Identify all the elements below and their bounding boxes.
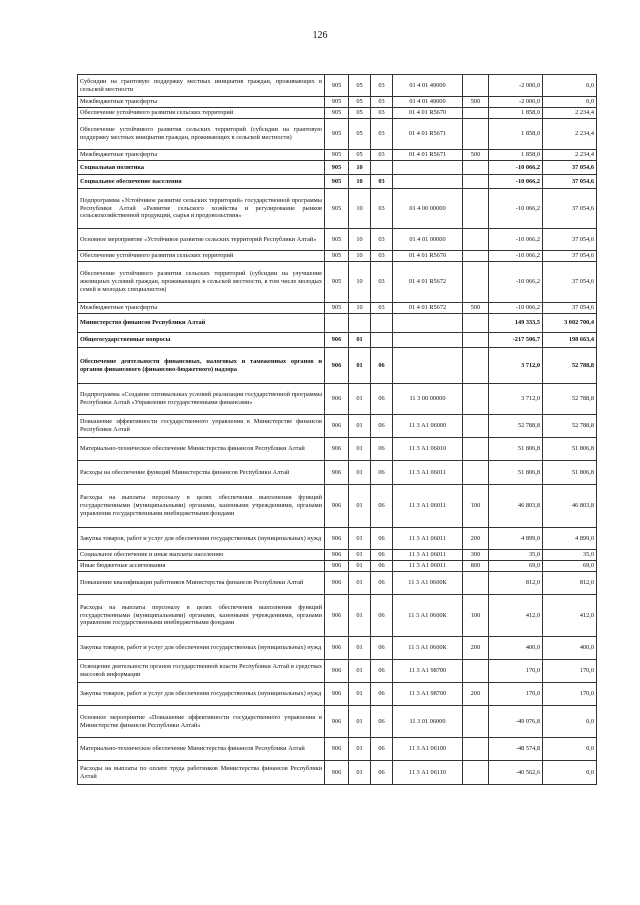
cell-target-item: 11 3 А1 98700 [393, 660, 463, 683]
cell-target-item: 11 3 А1 0600К [393, 595, 463, 637]
cell-target-item: 11 3 А1 06011 [393, 550, 463, 561]
cell-ministry-code [325, 314, 349, 333]
cell-amount-1: -48 574,8 [489, 738, 543, 761]
cell-name: Основное мероприятие «Устойчивое развитие сельских территорий Республики Алтай» [78, 229, 325, 251]
cell-expense-type: 100 [463, 485, 489, 528]
cell-name: Расходы на выплаты персоналу в целях обеспечения выполнения функций государственными (муниципальными) органами, казенными учреждениями, органами управления государственными внебюджетными фондами [78, 485, 325, 528]
cell-amount-2: 51 806,8 [543, 438, 597, 461]
cell-subsection: 06 [371, 415, 393, 438]
cell-section: 05 [349, 75, 371, 97]
table-row [78, 189, 597, 229]
cell-name: Повышение квалификации работников Министерства финансов Республики Алтай [78, 572, 325, 595]
cell-section: 01 [349, 595, 371, 637]
cell-target-item: 11 3 01 06000 [393, 706, 463, 738]
cell-target-item: 11 3 А1 06010 [393, 438, 463, 461]
cell-amount-2: 3 002 700,4 [543, 314, 597, 333]
cell-amount-1: -10 066,2 [489, 161, 543, 175]
cell-ministry-code: 905 [325, 262, 349, 303]
cell-ministry-code: 906 [325, 461, 349, 485]
cell-subsection: 06 [371, 550, 393, 561]
cell-amount-1: 69,0 [489, 561, 543, 572]
cell-amount-2: 170,0 [543, 683, 597, 706]
cell-expense-type [463, 108, 489, 119]
table-row [78, 108, 597, 119]
cell-section: 10 [349, 189, 371, 229]
cell-amount-2: 52 788,8 [543, 384, 597, 415]
cell-amount-1: 51 806,8 [489, 461, 543, 485]
cell-amount-1: 149 333,5 [489, 314, 543, 333]
table-row [78, 761, 597, 785]
cell-name: Расходы на выплаты по оплате труда работников Министерства финансов Республики Алтай [78, 761, 325, 785]
cell-amount-1: -10 066,2 [489, 175, 543, 189]
cell-ministry-code: 906 [325, 595, 349, 637]
cell-ministry-code: 906 [325, 561, 349, 572]
cell-name: Расходы на обеспечение функций Министерства финансов Республики Алтай [78, 461, 325, 485]
cell-expense-type [463, 251, 489, 262]
cell-amount-2: 46 803,8 [543, 485, 597, 528]
cell-target-item [393, 161, 463, 175]
cell-section: 10 [349, 229, 371, 251]
cell-ministry-code: 906 [325, 637, 349, 660]
budget-table [77, 74, 597, 785]
cell-target-item: 01 4 01 49000 [393, 75, 463, 97]
cell-name: Обеспечение устойчивого развития сельских территорий (субсидии на грантовую поддержку местных инициатив граждан, проживающих в сельской местности) [78, 119, 325, 150]
cell-section: 01 [349, 528, 371, 550]
cell-target-item: 01 4 01 49000 [393, 97, 463, 108]
cell-expense-type: 200 [463, 637, 489, 660]
cell-amount-2: 412,0 [543, 595, 597, 637]
page-number: 126 [312, 30, 328, 41]
cell-subsection: 06 [371, 438, 393, 461]
cell-subsection: 03 [371, 303, 393, 314]
cell-target-item [393, 348, 463, 384]
cell-subsection: 06 [371, 637, 393, 660]
cell-amount-2: 0,0 [543, 706, 597, 738]
cell-subsection [371, 314, 393, 333]
table-row [78, 550, 597, 561]
cell-subsection: 06 [371, 683, 393, 706]
cell-amount-1: 170,0 [489, 683, 543, 706]
cell-target-item: 11 3 А1 06011 [393, 461, 463, 485]
table-row [78, 348, 597, 384]
cell-subsection: 06 [371, 572, 393, 595]
cell-name: Материально-техническое обеспечение Министерства финансов Республики Алтай [78, 438, 325, 461]
cell-amount-2: 0,0 [543, 75, 597, 97]
cell-expense-type: 200 [463, 683, 489, 706]
cell-amount-2: 52 788,8 [543, 348, 597, 384]
cell-target-item: 01 4 01 R5672 [393, 262, 463, 303]
cell-section: 01 [349, 572, 371, 595]
table-row [78, 485, 597, 528]
cell-subsection: 03 [371, 150, 393, 161]
cell-name: Закупка товаров, работ и услуг для обеспечения государственных (муниципальных) нужд [78, 637, 325, 660]
cell-amount-1: 1 858,0 [489, 108, 543, 119]
cell-amount-1: 3 712,0 [489, 348, 543, 384]
cell-amount-1: 412,0 [489, 595, 543, 637]
cell-name: Освещение деятельности органов государственной власти Республики Алтай в средствах массовой информации [78, 660, 325, 683]
table-row [78, 415, 597, 438]
cell-subsection: 06 [371, 485, 393, 528]
cell-target-item: 01 4 01 00000 [393, 229, 463, 251]
cell-section: 05 [349, 119, 371, 150]
cell-amount-1: 52 788,8 [489, 415, 543, 438]
cell-section [349, 314, 371, 333]
cell-section: 05 [349, 97, 371, 108]
cell-ministry-code: 906 [325, 550, 349, 561]
cell-section: 01 [349, 550, 371, 561]
cell-target-item: 01 4 00 00000 [393, 189, 463, 229]
cell-amount-1: 400,0 [489, 637, 543, 660]
cell-expense-type [463, 415, 489, 438]
cell-amount-1: 4 899,0 [489, 528, 543, 550]
cell-ministry-code: 906 [325, 660, 349, 683]
cell-expense-type: 500 [463, 150, 489, 161]
cell-expense-type: 500 [463, 97, 489, 108]
cell-target-item: 11 3 А1 06011 [393, 485, 463, 528]
cell-section: 01 [349, 384, 371, 415]
cell-subsection: 06 [371, 660, 393, 683]
cell-subsection: 06 [371, 461, 393, 485]
cell-expense-type [463, 314, 489, 333]
cell-amount-1: -2 000,0 [489, 97, 543, 108]
cell-expense-type [463, 75, 489, 97]
table-row [78, 528, 597, 550]
cell-section: 05 [349, 150, 371, 161]
table-row [78, 738, 597, 761]
cell-subsection [371, 333, 393, 348]
table-row [78, 438, 597, 461]
cell-amount-2: 37 054,6 [543, 303, 597, 314]
cell-subsection [371, 161, 393, 175]
cell-target-item: 11 3 А1 98700 [393, 683, 463, 706]
cell-amount-1: -2 000,0 [489, 75, 543, 97]
cell-ministry-code: 905 [325, 303, 349, 314]
cell-amount-2: 2 234,4 [543, 150, 597, 161]
cell-name: Иные бюджетные ассигнования [78, 561, 325, 572]
cell-expense-type [463, 738, 489, 761]
cell-expense-type [463, 384, 489, 415]
cell-ministry-code: 906 [325, 415, 349, 438]
cell-section: 10 [349, 262, 371, 303]
cell-section: 01 [349, 738, 371, 761]
cell-amount-2: 0,0 [543, 97, 597, 108]
cell-ministry-code: 905 [325, 161, 349, 175]
cell-section: 01 [349, 561, 371, 572]
cell-expense-type: 300 [463, 550, 489, 561]
cell-amount-2: 37 054,6 [543, 229, 597, 251]
cell-amount-2: 35,0 [543, 550, 597, 561]
cell-section: 01 [349, 683, 371, 706]
cell-expense-type: 200 [463, 528, 489, 550]
cell-amount-2: 812,0 [543, 572, 597, 595]
cell-subsection: 03 [371, 97, 393, 108]
cell-name: Социальное обеспечение и иные выплаты населению [78, 550, 325, 561]
cell-amount-1: 35,0 [489, 550, 543, 561]
cell-amount-1: -10 066,2 [489, 251, 543, 262]
table-row [78, 314, 597, 333]
cell-subsection: 03 [371, 229, 393, 251]
table-row [78, 161, 597, 175]
cell-target-item: 01 4 01 R5671 [393, 119, 463, 150]
cell-expense-type [463, 175, 489, 189]
cell-name: Общегосударственные вопросы [78, 333, 325, 348]
cell-expense-type [463, 461, 489, 485]
cell-name: Межбюджетные трансферты [78, 303, 325, 314]
cell-expense-type [463, 660, 489, 683]
cell-section: 10 [349, 161, 371, 175]
cell-amount-2: 52 788,8 [543, 415, 597, 438]
cell-amount-2: 69,0 [543, 561, 597, 572]
cell-amount-2: 0,0 [543, 738, 597, 761]
cell-amount-1: -10 066,2 [489, 262, 543, 303]
cell-subsection: 03 [371, 119, 393, 150]
cell-name: Субсидии на грантовую поддержку местных инициатив граждан, проживающих в сельской местности [78, 75, 325, 97]
cell-amount-2: 2 234,4 [543, 119, 597, 150]
cell-ministry-code: 905 [325, 97, 349, 108]
cell-amount-1: 1 858,0 [489, 119, 543, 150]
cell-expense-type [463, 333, 489, 348]
cell-section: 01 [349, 706, 371, 738]
cell-ministry-code: 905 [325, 119, 349, 150]
cell-target-item [393, 175, 463, 189]
cell-section: 01 [349, 348, 371, 384]
cell-target-item: 11 3 А1 06011 [393, 528, 463, 550]
cell-ministry-code: 905 [325, 150, 349, 161]
table-row [78, 706, 597, 738]
cell-ministry-code: 906 [325, 738, 349, 761]
cell-name: Закупка товаров, работ и услуг для обеспечения государственных (муниципальных) нужд [78, 683, 325, 706]
cell-subsection: 03 [371, 189, 393, 229]
cell-amount-1: -40 562,6 [489, 761, 543, 785]
cell-ministry-code: 906 [325, 485, 349, 528]
cell-name: Повышение эффективности государственного управления в Министерстве финансов Республики Алтай [78, 415, 325, 438]
table-row [78, 561, 597, 572]
cell-expense-type: 500 [463, 303, 489, 314]
cell-expense-type: 100 [463, 595, 489, 637]
table-row [78, 595, 597, 637]
cell-subsection: 03 [371, 108, 393, 119]
cell-name: Подпрограмма «Устойчивое развитие сельских территорий» государственной программы Республики Алтай «Развитие сельского хозяйства и регулирование рынков сельскохозяйственной продукции, сырья и продовольствия» [78, 189, 325, 229]
cell-ministry-code: 905 [325, 108, 349, 119]
table-row [78, 683, 597, 706]
cell-name: Обеспечение устойчивого развития сельских территорий [78, 108, 325, 119]
cell-section: 10 [349, 175, 371, 189]
cell-section: 01 [349, 485, 371, 528]
table-row [78, 229, 597, 251]
cell-ministry-code: 906 [325, 384, 349, 415]
table-row [78, 262, 597, 303]
cell-name: Министерство финансов Республики Алтай [78, 314, 325, 333]
cell-subsection: 03 [371, 251, 393, 262]
table-row [78, 75, 597, 97]
cell-amount-2: 0,0 [543, 761, 597, 785]
cell-subsection: 06 [371, 706, 393, 738]
cell-name: Подпрограмма «Создание оптимальных условий реализации государственной программы Республики Алтай «Управление государственными финансами» [78, 384, 325, 415]
table-row [78, 384, 597, 415]
cell-amount-1: -10 066,2 [489, 303, 543, 314]
cell-target-item [393, 314, 463, 333]
cell-expense-type [463, 572, 489, 595]
cell-ministry-code: 905 [325, 229, 349, 251]
cell-target-item: 01 4 01 R5670 [393, 108, 463, 119]
table-row [78, 333, 597, 348]
table-body [78, 75, 597, 785]
cell-amount-2: 37 054,6 [543, 262, 597, 303]
cell-section: 01 [349, 660, 371, 683]
cell-name: Межбюджетные трансферты [78, 150, 325, 161]
cell-name: Материально-техническое обеспечение Министерства финансов Республики Алтай [78, 738, 325, 761]
cell-subsection: 03 [371, 175, 393, 189]
cell-section: 01 [349, 438, 371, 461]
cell-subsection: 03 [371, 75, 393, 97]
cell-section: 01 [349, 637, 371, 660]
cell-ministry-code: 905 [325, 189, 349, 229]
table-row [78, 119, 597, 150]
cell-ministry-code: 905 [325, 251, 349, 262]
cell-expense-type [463, 438, 489, 461]
cell-amount-2: 198 663,4 [543, 333, 597, 348]
cell-ministry-code: 906 [325, 333, 349, 348]
cell-name: Расходы на выплаты персоналу в целях обеспечения выполнения функций государственными (муниципальными) органами, казенными учреждениями, органами управления государственными внебюджетными фондами [78, 595, 325, 637]
cell-amount-1: 1 858,0 [489, 150, 543, 161]
cell-subsection: 06 [371, 561, 393, 572]
cell-name: Социальная политика [78, 161, 325, 175]
cell-amount-1: -217 506,7 [489, 333, 543, 348]
cell-amount-1: -10 066,2 [489, 229, 543, 251]
cell-target-item [393, 333, 463, 348]
cell-subsection: 06 [371, 595, 393, 637]
cell-amount-1: 812,0 [489, 572, 543, 595]
cell-section: 01 [349, 461, 371, 485]
cell-target-item: 11 3 А1 0600К [393, 572, 463, 595]
cell-expense-type [463, 706, 489, 738]
cell-expense-type [463, 119, 489, 150]
cell-ministry-code: 905 [325, 175, 349, 189]
cell-amount-1: 46 803,8 [489, 485, 543, 528]
table-row [78, 251, 597, 262]
table-row [78, 97, 597, 108]
cell-amount-2: 2 234,4 [543, 108, 597, 119]
cell-expense-type: 800 [463, 561, 489, 572]
cell-target-item: 11 3 00 00000 [393, 384, 463, 415]
cell-name: Обеспечение устойчивого развития сельских территорий [78, 251, 325, 262]
cell-section: 01 [349, 761, 371, 785]
cell-amount-1: 170,0 [489, 660, 543, 683]
cell-amount-2: 170,0 [543, 660, 597, 683]
cell-amount-1: -10 066,2 [489, 189, 543, 229]
cell-amount-2: 51 806,8 [543, 461, 597, 485]
table-row [78, 660, 597, 683]
cell-amount-2: 37 054,6 [543, 251, 597, 262]
table-row [78, 637, 597, 660]
table-row [78, 461, 597, 485]
cell-name: Обеспечение деятельности финансовых, налоговых и таможенных органов и органов финансового (финансово-бюджетного) надзора [78, 348, 325, 384]
cell-target-item: 01 4 01 R5671 [393, 150, 463, 161]
cell-section: 10 [349, 251, 371, 262]
cell-name: Обеспечение устойчивого развития сельских территорий (субсидии на улучшение жилищных условий граждан, проживающих в сельской местности, в том числе молодых семей и молодых специалистов) [78, 262, 325, 303]
cell-target-item: 11 3 А1 06000 [393, 415, 463, 438]
cell-amount-2: 37 054,6 [543, 189, 597, 229]
cell-name: Основное мероприятие «Повышение эффективности государственного управления в Министерстве финансов Республики Алтай» [78, 706, 325, 738]
cell-expense-type [463, 161, 489, 175]
cell-section: 01 [349, 333, 371, 348]
cell-subsection: 06 [371, 528, 393, 550]
cell-ministry-code: 906 [325, 438, 349, 461]
cell-section: 05 [349, 108, 371, 119]
cell-amount-1: 51 806,8 [489, 438, 543, 461]
cell-ministry-code: 906 [325, 706, 349, 738]
cell-expense-type [463, 761, 489, 785]
cell-ministry-code: 906 [325, 683, 349, 706]
cell-name: Закупка товаров, работ и услуг для обеспечения государственных (муниципальных) нужд [78, 528, 325, 550]
cell-ministry-code: 906 [325, 761, 349, 785]
table-row [78, 303, 597, 314]
cell-amount-2: 400,0 [543, 637, 597, 660]
cell-subsection: 06 [371, 384, 393, 415]
cell-target-item: 11 3 А1 06011 [393, 561, 463, 572]
cell-ministry-code: 906 [325, 528, 349, 550]
table-row [78, 150, 597, 161]
cell-subsection: 03 [371, 262, 393, 303]
cell-subsection: 06 [371, 348, 393, 384]
cell-target-item: 11 3 А1 0600К [393, 637, 463, 660]
cell-target-item: 11 3 А1 06100 [393, 738, 463, 761]
cell-amount-1: 3 712,0 [489, 384, 543, 415]
cell-amount-2: 37 054,6 [543, 161, 597, 175]
cell-amount-2: 37 054,6 [543, 175, 597, 189]
cell-amount-1: -49 076,8 [489, 706, 543, 738]
cell-expense-type [463, 348, 489, 384]
cell-expense-type [463, 262, 489, 303]
cell-ministry-code: 906 [325, 572, 349, 595]
cell-target-item: 01 4 01 R5670 [393, 251, 463, 262]
cell-expense-type [463, 229, 489, 251]
cell-amount-2: 4 899,0 [543, 528, 597, 550]
cell-expense-type [463, 189, 489, 229]
cell-subsection: 06 [371, 761, 393, 785]
table-row [78, 175, 597, 189]
cell-ministry-code: 905 [325, 75, 349, 97]
cell-name: Межбюджетные трансферты [78, 97, 325, 108]
cell-target-item: 01 4 01 R5672 [393, 303, 463, 314]
cell-target-item: 11 3 А1 06110 [393, 761, 463, 785]
cell-section: 10 [349, 303, 371, 314]
table-row [78, 572, 597, 595]
cell-subsection: 06 [371, 738, 393, 761]
cell-ministry-code: 906 [325, 348, 349, 384]
cell-name: Социальное обеспечение населения [78, 175, 325, 189]
cell-section: 01 [349, 415, 371, 438]
